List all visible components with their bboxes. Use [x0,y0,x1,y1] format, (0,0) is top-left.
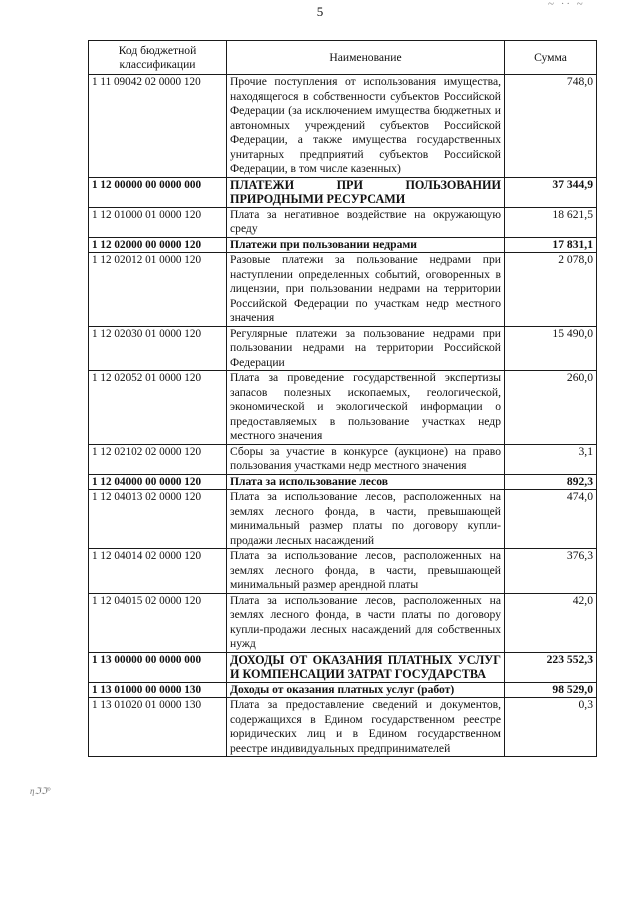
table-row [89,682,597,698]
table-row [89,75,597,178]
row-sum: 42,0 [505,593,597,652]
row-name: Плата за использование лесов, расположенных на землях лесного фонда, в части платы по договору купли-продажи лесных насаждений для собственных нужд [227,593,505,652]
header-name: Наименование [227,41,505,75]
row-code: 1 12 04014 02 0000 120 [89,549,227,594]
row-name: ДОХОДЫ ОТ ОКАЗАНИЯ ПЛАТНЫХ УСЛУГ И КОМПЕНСАЦИИ ЗАТРАТ ГОСУДАРСТВА [227,652,505,682]
row-code: 1 13 01000 00 0000 130 [89,682,227,698]
row-name: Плата за использование лесов [227,474,505,490]
table-row [89,253,597,327]
row-sum: 223 552,3 [505,652,597,682]
table-row [89,698,597,757]
row-sum: 2 078,0 [505,253,597,327]
row-sum: 17 831,1 [505,237,597,253]
table-body [89,75,597,757]
row-name: Плата за использование лесов, расположенных на землях лесного фонда, в части, превышающей минимальный размер арендной платы [227,549,505,594]
row-code: 1 12 04015 02 0000 120 [89,593,227,652]
table-header-row [89,41,597,75]
row-name: Доходы от оказания платных услуг (работ) [227,682,505,698]
header-sum: Сумма [505,41,597,75]
row-name: Платежи при пользовании недрами [227,237,505,253]
row-name: Плата за проведение государственной экспертизы запасов полезных ископаемых, геологической, экономической и экологической информации о предоставляемых в пользование участках недр местного значения [227,371,505,445]
row-code: 1 12 04000 00 0000 120 [89,474,227,490]
row-sum: 98 529,0 [505,682,597,698]
table-row [89,177,597,207]
row-sum: 37 344,9 [505,177,597,207]
table-row [89,326,597,371]
row-sum: 748,0 [505,75,597,178]
row-name: ПЛАТЕЖИ ПРИ ПОЛЬЗОВАНИИ ПРИРОДНЫМИ РЕСУРСАМИ [227,177,505,207]
row-name: Плата за негативное воздействие на окружающую среду [227,207,505,237]
page-number: 5 [316,4,324,19]
row-code: 1 12 04013 02 0000 120 [89,490,227,549]
table-row [89,652,597,682]
table-row [89,549,597,594]
row-code: 1 12 02102 02 0000 120 [89,444,227,474]
corner-mark: ~ ·· ~ [548,0,585,10]
row-code: 1 12 02000 00 0000 120 [89,237,227,253]
row-code: 1 11 09042 02 0000 120 [89,75,227,178]
row-sum: 3,1 [505,444,597,474]
table-row [89,371,597,445]
row-code: 1 12 02030 01 0000 120 [89,326,227,371]
row-code: 1 13 01020 01 0000 130 [89,698,227,757]
row-sum: 15 490,0 [505,326,597,371]
row-sum: 260,0 [505,371,597,445]
row-code: 1 12 01000 01 0000 120 [89,207,227,237]
table-row [89,444,597,474]
row-name: Разовые платежи за пользование недрами при наступлении определенных событий, оговоренных в лицензии, при пользовании недрами на территории Российской Федерации по участкам недр местного значения [227,253,505,327]
table-row [89,207,597,237]
row-name: Плата за использование лесов, расположенных на землях лесного фонда, в части, превышающей минимальный размер платы по договору купли-продажи лесных насаждений [227,490,505,549]
row-code: 1 12 00000 00 0000 000 [89,177,227,207]
row-name: Плата за предоставление сведений и документов, содержащихся в Едином государственном реестре юридических лиц и в Едином государственном реестре индивидуальных предпринимателей [227,698,505,757]
row-name: Прочие поступления от использования имущества, находящегося в собственности субъектов Российской Федерации (за исключением имущества бюджетных и автономных учреждений субъектов Российской Федерации, а также имущества государственных унитарных предприятий субъектов Российской Федерации, в том числе казенных) [227,75,505,178]
table-row [89,237,597,253]
table-row [89,593,597,652]
margin-scribble: ηℑℑ° [30,786,51,796]
row-sum: 18 621,5 [505,207,597,237]
header-code: Код бюджетной классификации [89,41,227,75]
row-name: Регулярные платежи за пользование недрами при пользовании недрами на территории Российской Федерации [227,326,505,371]
row-name: Сборы за участие в конкурсе (аукционе) на право пользования участками недр местного значения [227,444,505,474]
row-code: 1 12 02012 01 0000 120 [89,253,227,327]
row-sum: 376,3 [505,549,597,594]
table-row [89,474,597,490]
row-sum: 474,0 [505,490,597,549]
table-row [89,490,597,549]
row-sum: 892,3 [505,474,597,490]
row-code: 1 13 00000 00 0000 000 [89,652,227,682]
row-code: 1 12 02052 01 0000 120 [89,371,227,445]
row-sum: 0,3 [505,698,597,757]
budget-revenue-table [88,40,597,757]
